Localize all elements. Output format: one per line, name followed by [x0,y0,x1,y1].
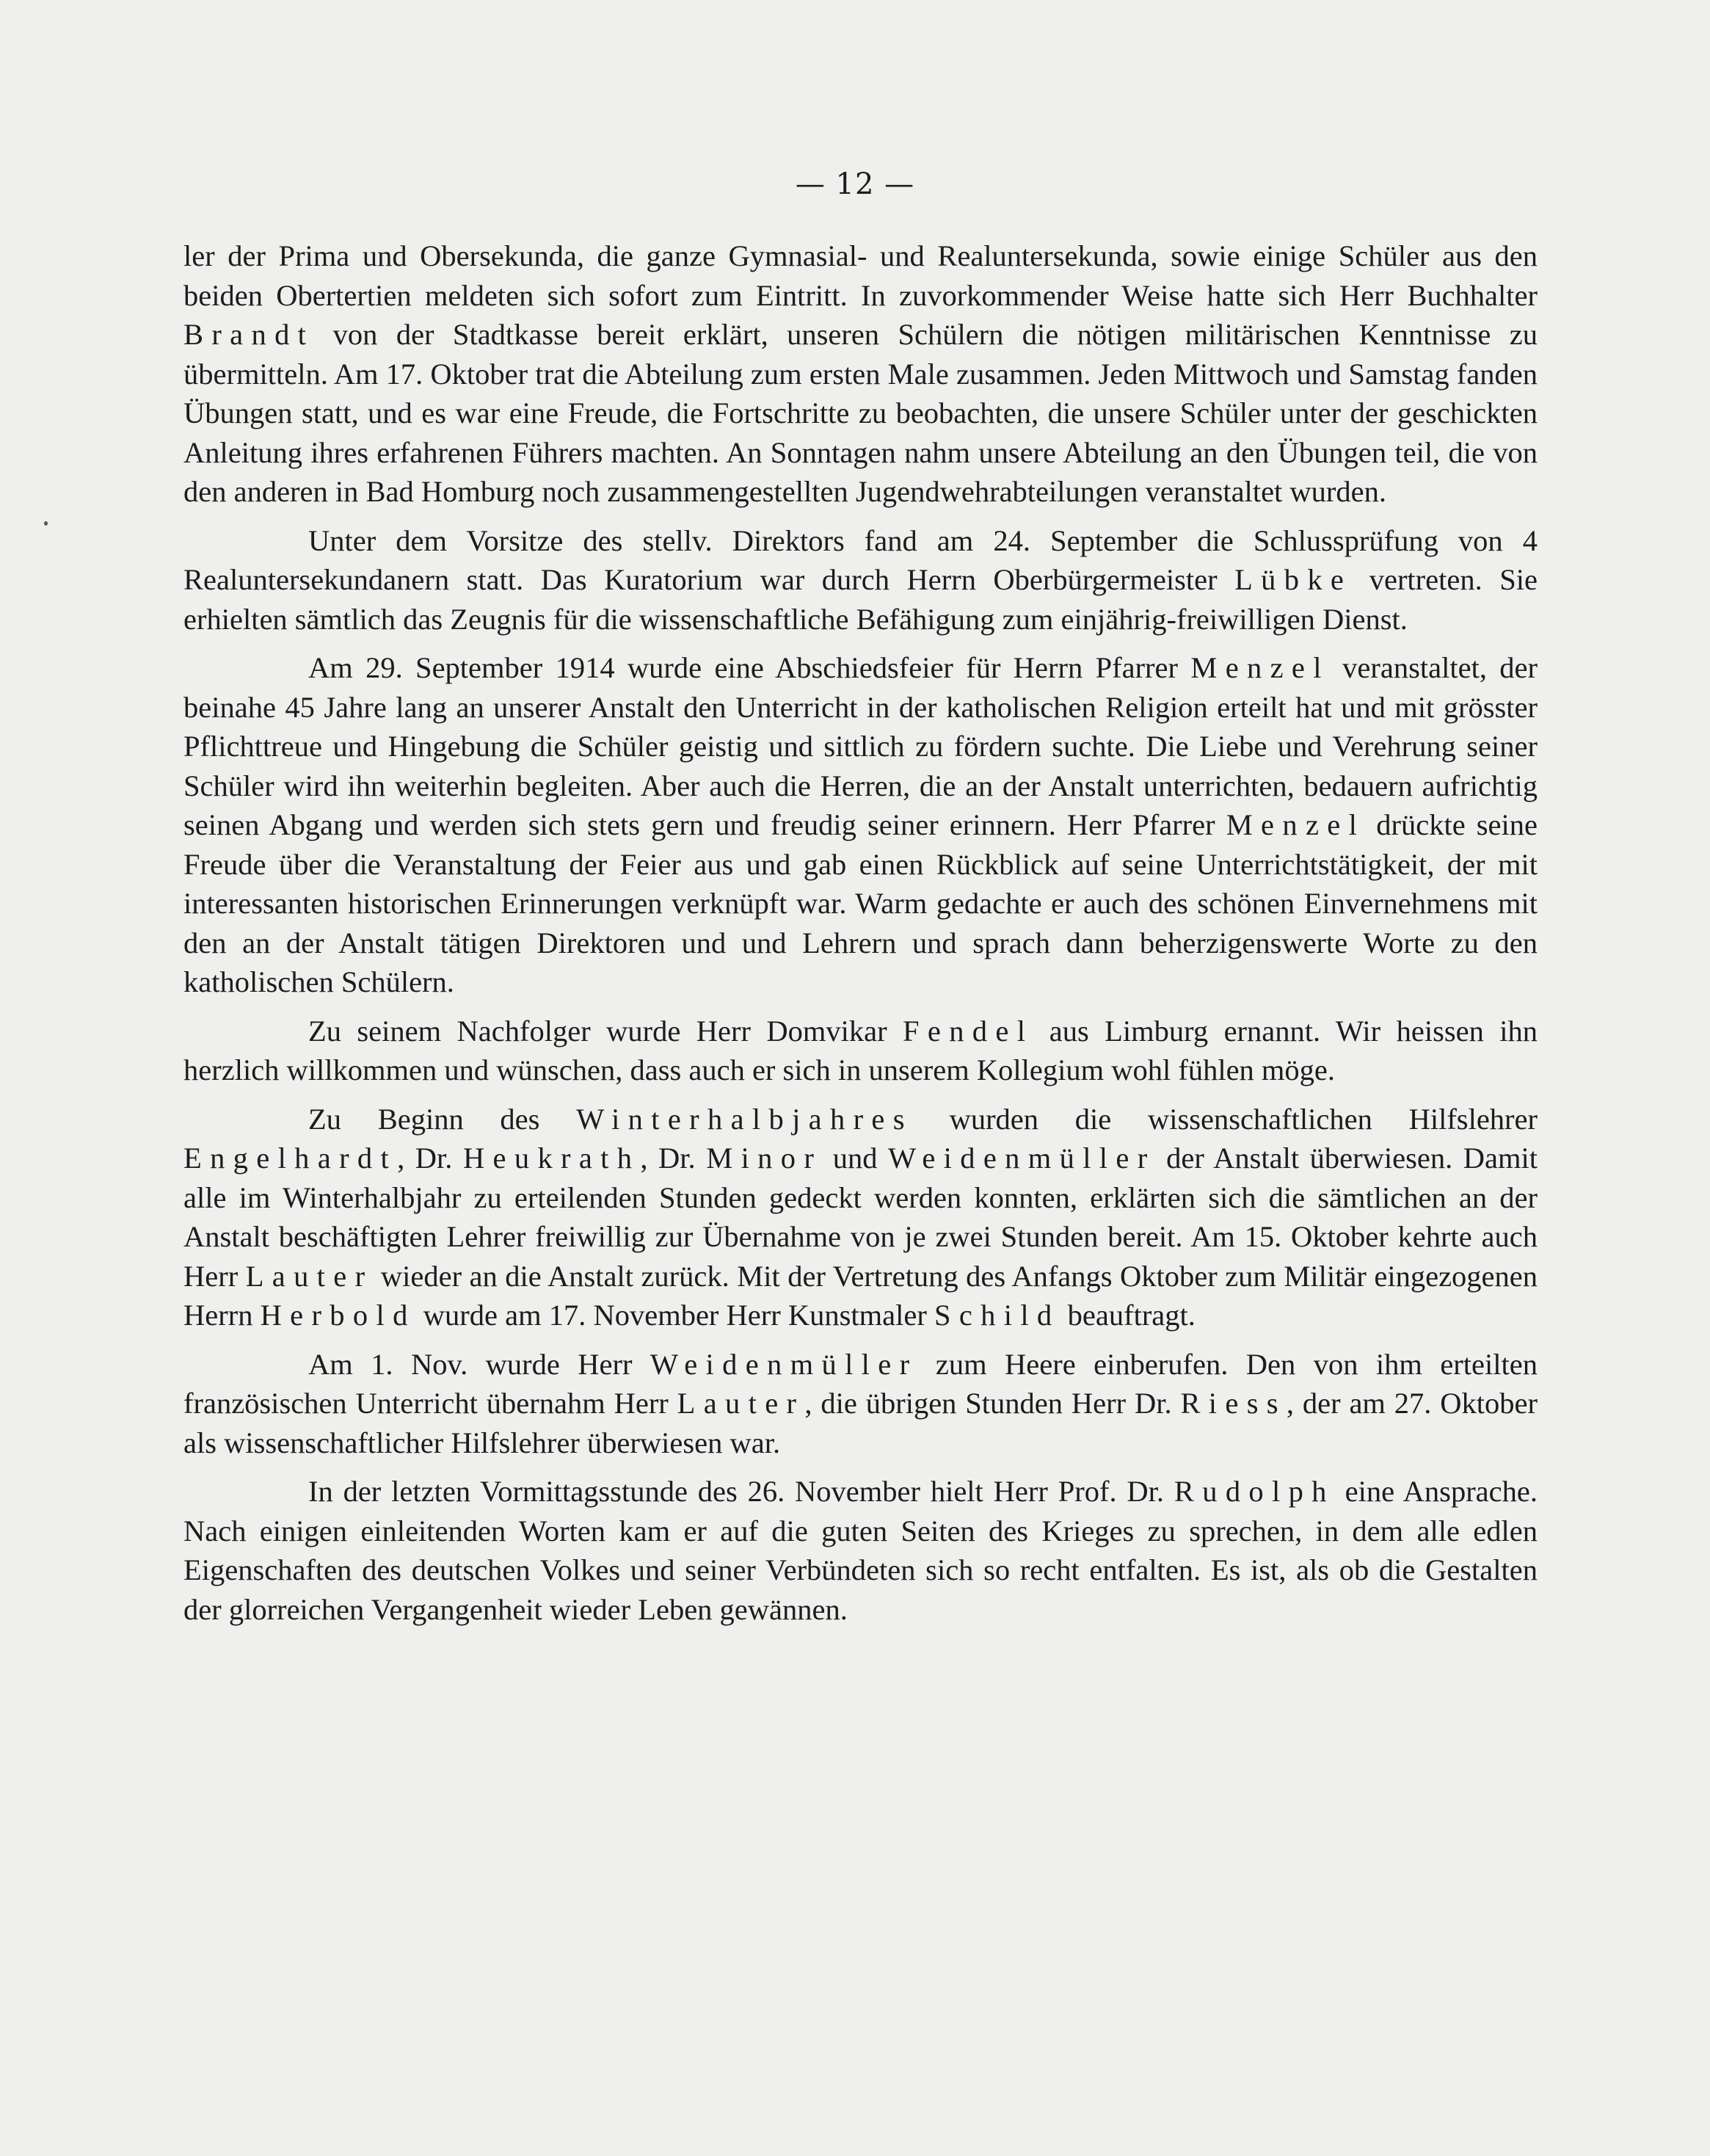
margin-speck [44,521,48,526]
paragraph-3 [183,648,1538,1002]
text-run: drückte seine Freude über die Veranstaltung der Feier aus und gab einen Rückblick auf seine Unterrichtstätigkeit, der mit interessanten historischen Erinnerungen verknüpft war. Warm gedachte er auch des schönen Einvernehmens mit den an der Anstalt tätigen Direktoren und und Lehrern und sprach dann beherzigenswerte Worte zu den katholischen Schülern. [183,808,1538,998]
text-run: , der am 27. Oktober als wissenschaftlicher Hilfslehrer überwiesen war. [183,1387,1538,1459]
text-run: Am 29. September 1914 wurde eine Abschiedsfeier für Herrn Pfarrer [308,651,1191,684]
text-run: wurde am 17. November Herr Kunstmaler [415,1299,934,1332]
spaced-name: Menzel [1226,808,1366,841]
spaced-name: Weidenmüller [888,1141,1156,1175]
spaced-name: Lauter [677,1387,805,1420]
paragraph-2 [183,521,1538,639]
text-run: von der Stadtkasse bereit erklärt, unseren Schülern die nötigen militärischen Kenntnisse zu übermitteln. Am 17. Oktober trat die Abteilung zum ersten Male zusammen. Jeden Mittwoch und Samstag fanden Übungen statt, und es war eine Freude, die Fortschritte zu beobachten, die unsere Schüler unter der geschickten Anleitung ihres erfahrenen Führers machten. An Sonntagen nahm unsere Abteilung an den Übungen teil, die von den anderen in Bad Homburg noch zusammengestellten Jugendwehrabteilungen veranstaltet wurden. [183,318,1538,508]
text-run: , die übrigen Stunden Herr Dr. [804,1387,1181,1420]
text-run: und [822,1141,889,1175]
text-run: beauftragt. [1060,1299,1196,1332]
text-run: veranstaltet, der beinahe 45 Jahre lang an unserer Anstalt den Unterricht in der katholischen Religion erteilt hat und mit grösster Pflichttreue und Hingebung die Schüler geistig und sittlich zu fördern suchte. Die Liebe und Verehrung seiner Schüler wird ihn weiterhin begleiten. Aber auch die Herren, die an der Anstalt unterrichten, bedauern aufrichtig seinen Abgang und werden sich stets gern und freudig seiner erinnern. Herr Pfarrer [183,651,1538,841]
spaced-name: Rudolph [1174,1475,1335,1508]
text-run: Zu Beginn des [308,1102,577,1136]
spaced-name: Lübke [1234,563,1353,596]
spaced-name: Heukrath [462,1141,641,1175]
paragraph-7 [183,1472,1538,1629]
body-text [183,236,1538,1638]
paragraph-5 [183,1100,1538,1335]
text-run: In der letzten Vormittagsstunde des 26. November hielt Herr Prof. Dr. [308,1475,1174,1508]
text-run: wurden die wissenschaftlichen Hilfslehrer [912,1102,1538,1136]
spaced-name: Riess [1180,1387,1287,1420]
text-run: , Dr. [640,1141,707,1175]
spaced-name: Menzel [1190,651,1330,684]
spaced-name: Winterhalbjahres [576,1102,913,1136]
text-run: Am 1. Nov. wurde Herr [308,1347,650,1381]
text-run: Unter dem Vorsitze des stellv. Direktors fand am 24. September die Schlussprüfung von 4 Realuntersekundanern statt. Das Kuratorium war durch Herrn Oberbürgermeister [183,523,1538,596]
text-run: , Dr. [397,1141,463,1175]
text-run: aus Limburg ernannt. Wir heissen ihn herzlich willkommen und wünschen, dass auch er sich in unserem Kollegium wohl fühlen möge. [183,1014,1538,1086]
paragraph-4 [183,1012,1538,1090]
text-run: ler der Prima und Obersekunda, die ganze Gymnasial- und Realuntersekunda, sowie einige Schüler aus den beiden Obertertien meldeten sich sofort zum Eintritt. In zuvorkommender Weise hatte sich Herr Buchhalter [183,239,1538,312]
spaced-name: Herbold [260,1299,416,1332]
spaced-name: Schild [934,1299,1060,1332]
paragraph-6 [183,1345,1538,1463]
text-run: wieder an die Anstalt zurück. Mit der Vertretung des Anfangs Oktober zum Militär eingezogenen Herrn [183,1259,1538,1332]
text-run: Zu seinem Nachfolger wurde Herr Domvikar [308,1014,903,1048]
page-number: — 12 — [795,167,915,201]
text-run: der Anstalt überwiesen. Damit alle im Winterhalbjahr zu erteilenden Stunden gedeckt werden konnten, erklärten sich die sämtlichen an der Anstalt beschäftigten Lehrer freiwillig zur Übernahme von je zwei Stunden bereit. Am 15. Oktober kehrte auch Herr [183,1141,1538,1293]
spaced-name: Minor [706,1141,823,1175]
text-run: vertreten. Sie erhielten sämtlich das Zeugnis für die wissenschaftliche Befähigung zum einjährig-freiwilligen Dienst. [183,563,1538,636]
text-run: zum Heere einberufen. Den von ihm erteilten französischen Unterricht übernahm Herr [183,1347,1538,1420]
spaced-name: Lauter [245,1259,374,1293]
paragraph-1 [183,236,1538,512]
spaced-name: Brandt [183,318,315,351]
spaced-name: Weidenmüller [650,1347,918,1381]
text-run: eine Ansprache. Nach einigen einleitenden Worten kam er auf die guten Seiten des Krieges zu sprechen, in dem alle edlen Eigenschaften des deutschen Volkes und seiner Verbündeten sich so recht entfalten. Es ist, als ob die Gestalten der glorreichen Vergangenheit wieder Leben gewännen. [183,1475,1538,1626]
spaced-name: Fendel [903,1014,1034,1048]
spaced-name: Engelhardt [183,1141,398,1175]
